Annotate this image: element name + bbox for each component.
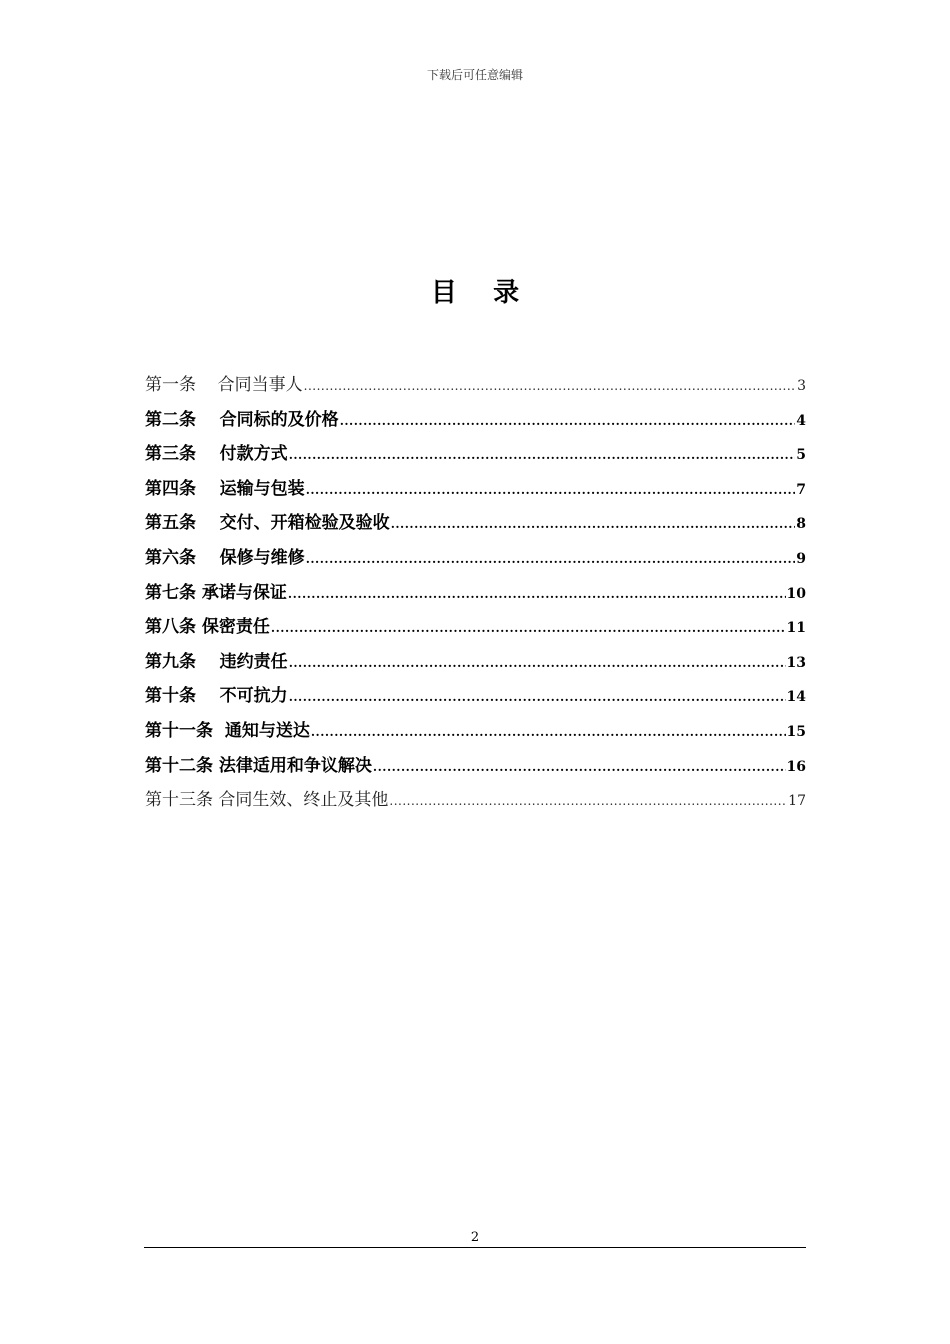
toc-entry[interactable]	[145, 474, 806, 509]
toc-entry-label: 第二条 合同标的及价格	[145, 409, 339, 430]
toc-entry-label: 第四条 运输与包装	[145, 478, 305, 499]
toc-entry-page: 14	[786, 689, 806, 706]
toc-entry-page: 5	[796, 447, 806, 464]
toc-entry-label: 第十三条 合同生效、终止及其他	[145, 790, 389, 811]
toc-entry[interactable]	[145, 751, 806, 786]
toc-entry[interactable]	[145, 716, 806, 751]
toc-entry-label: 第七条 承诺与保证	[145, 582, 287, 603]
toc-leader-dots	[311, 725, 786, 739]
toc-entry[interactable]	[145, 681, 806, 716]
toc-entry-label: 第一条 合同当事人	[145, 375, 303, 395]
toc-entry[interactable]	[145, 578, 806, 613]
toc-leader-dots	[306, 483, 796, 497]
toc-entry-page: 10	[786, 585, 806, 602]
toc-leader-dots	[271, 621, 786, 635]
toc-entry[interactable]	[145, 405, 806, 440]
toc-entry-page: 8	[796, 516, 806, 533]
page-number: 2	[470, 1230, 480, 1245]
toc-entry-label: 第六条 保修与维修	[145, 547, 305, 568]
header-note: 下载后可任意编辑	[426, 68, 523, 82]
toc-entry-page: 9	[796, 550, 806, 567]
toc-entry-label: 第九条 违约责任	[145, 651, 288, 672]
toc-entry-page: 17	[788, 793, 806, 810]
toc-entry-page: 3	[797, 378, 806, 394]
toc-leader-dots	[340, 414, 796, 428]
toc-leader-dots	[289, 656, 786, 670]
toc-entry[interactable]	[145, 785, 806, 820]
toc-entry[interactable]	[145, 647, 806, 682]
toc-entry-label: 第十条 不可抗力	[145, 686, 288, 707]
toc-leader-dots	[289, 690, 786, 704]
toc-leader-dots	[306, 552, 796, 566]
toc-leader-dots	[373, 760, 786, 774]
toc-leader-dots	[288, 587, 786, 601]
toc-leader-dots	[391, 517, 796, 531]
toc-entry-label: 第三条 付款方式	[145, 444, 288, 465]
toc-entry-label: 第八条 保密责任	[145, 617, 270, 638]
toc-entry-label: 第十一条 通知与送达	[145, 720, 310, 741]
toc-entry[interactable]	[145, 508, 806, 543]
toc-list	[145, 370, 806, 820]
toc-entry[interactable]	[145, 543, 806, 578]
toc-entry-label: 第五条 交付、开箱检验及验收	[145, 513, 390, 534]
toc-entry-page: 11	[786, 620, 806, 637]
toc-title: 目 录	[430, 278, 520, 308]
toc-leader-dots	[389, 794, 787, 808]
toc-entry[interactable]	[145, 370, 806, 405]
toc-entry-page: 16	[786, 758, 806, 775]
toc-leader-dots	[289, 448, 796, 462]
footer-divider	[144, 1247, 806, 1248]
toc-entry[interactable]	[145, 612, 806, 647]
toc-leader-dots	[304, 379, 796, 393]
toc-entry-page: 13	[786, 654, 806, 671]
toc-entry-page: 7	[796, 481, 806, 498]
toc-entry-page: 4	[796, 412, 806, 429]
toc-entry[interactable]	[145, 439, 806, 474]
toc-entry-page: 15	[786, 723, 806, 740]
toc-entry-label: 第十二条 法律适用和争议解决	[145, 755, 372, 776]
